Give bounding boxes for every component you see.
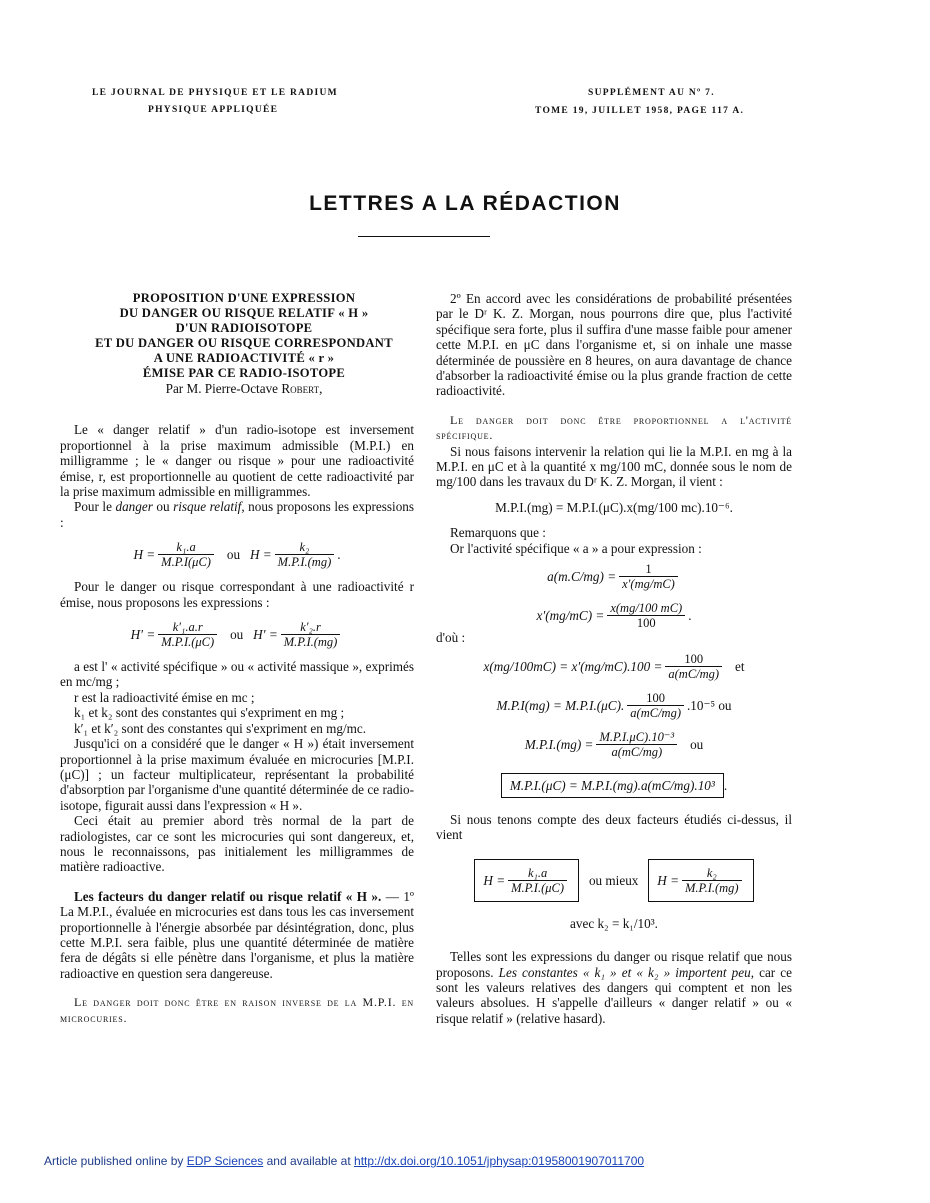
eq-lhs: H′ =: [253, 626, 278, 642]
text-run: , nous proposons les expressions :: [60, 499, 415, 530]
section-heading: Les facteurs du danger relatif ou risque relatif « H ».: [74, 888, 382, 904]
equation-mpi-uc-box: M.P.I.(μC) = M.P.I.(mg).a(mC/mg).10³ .: [436, 773, 792, 798]
fraction-numerator: M.P.I.μC).10⁻³: [599, 729, 675, 744]
left-column: [60, 291, 414, 1026]
fraction: [158, 620, 217, 649]
article-title-line: PROPOSITION D'UNE EXPRESSION: [132, 291, 356, 305]
equation-k2: avec k₂ = k₁/10³.: [570, 915, 658, 931]
eq-lhs: H =: [249, 547, 272, 563]
paragraph: [436, 949, 792, 1026]
fraction: [682, 866, 742, 895]
fraction: [596, 730, 677, 759]
definition-r: r est la radioactivité émise en mc ;: [74, 689, 255, 705]
page-title: LETTRES A LA RÉDACTION: [309, 192, 621, 215]
paragraph: 2º En accord avec les considérations de probabilité présentées par le Dʳ K. Z. Morgan, nous pourrons dire que, plus l'activité spécifique sera forte, plus il suffira d'une masse faible pour amener cette M.P.I. en μC dans l'organisme et, si on inhale une masse déterminée de poussière en 8 heures, on aura davantage de chance d'absorber la radioactivité émise ou la plus grande fraction de cette radioactivité.: [436, 291, 792, 399]
byline-prefix: Par M. Pierre-Octave: [165, 381, 279, 396]
footer-text: Article published online by: [44, 1154, 184, 1168]
article-title: [60, 291, 414, 381]
equation-mpi-mg-3: [436, 730, 792, 759]
eq-lhs: H =: [483, 872, 506, 888]
article-title-line: A UNE RADIOACTIVITÉ « r »: [153, 351, 335, 365]
byline: [60, 381, 414, 396]
equation-mpi-mg: M.P.I.(mg) = M.P.I.(μC).x(mg/100 mc).10⁻⁶.: [495, 499, 733, 515]
section-heading: Le danger doit donc être proportionnel a l'activité spécifique.: [436, 412, 792, 443]
publication-footer: [44, 1154, 644, 1168]
fraction-denominator: M.P.I.(μC): [158, 634, 217, 649]
eq-connector: ou: [226, 547, 241, 563]
eq-end: ou: [690, 736, 704, 752]
fraction-denominator: a(mC/mg): [665, 666, 722, 681]
text-run: risque relatif: [173, 499, 242, 515]
equation-x-prime: [436, 601, 792, 630]
right-column: [436, 291, 792, 1026]
definition-k: k₁ et k₂ sont des constantes qui s'expriment en mg ;: [74, 705, 345, 721]
eq-end: .: [337, 547, 341, 563]
equation-specific-activity: [436, 562, 792, 591]
eq-end: et: [734, 658, 745, 674]
fraction-denominator: 100: [607, 615, 685, 630]
footer-text: and available at: [266, 1154, 351, 1168]
fraction-denominator: a(mC/mg): [596, 744, 677, 759]
fraction-numerator: 100: [646, 690, 666, 705]
definition-k-prime: k′₁ et k′₂ sont des constantes qui s'expriment en mg/mc.: [74, 720, 367, 736]
section-body: — 1º La M.P.I., évaluée en microcuries est dans tous les cas inversement proportionnelle à l'énergie absorbée par désintégration, donc, plus cette M.P.I. sera faible, plus une quantité déterminée de matière fera de dégâts si elle pénètre dans l'organisme, et plus la matière radioactive en question sera dangereuse.: [60, 888, 415, 981]
fraction-denominator: M.P.I(μC): [158, 554, 214, 569]
text-run: , car ce sont les valeurs relatives des dangers qui comptent et non les valeurs absolues. H s'appelle d'ailleurs « danger relatif » ou « risque relatif » (relative hasard).: [436, 964, 793, 1026]
author-surname: Robert,: [281, 381, 323, 396]
eq-lhs: H′ =: [130, 626, 156, 642]
paragraph: Or l'activité spécifique « a » a pour expression :: [450, 540, 702, 556]
text-run: Les constantes « k₁ » et « k₂ » importent peu: [498, 964, 751, 980]
doi-link[interactable]: http://dx.doi.org/10.1051/jphysap:01958001907011700: [354, 1154, 645, 1168]
eq-lhs: H =: [133, 547, 156, 563]
eq-connector: ou: [230, 626, 244, 642]
fraction: [627, 691, 684, 720]
paragraph: Pour le danger ou risque correspondant à une radioactivité r émise, nous proposons les expressions :: [60, 579, 414, 610]
fraction-numerator: k′₂.r: [300, 620, 321, 635]
eq-lhs: x(mg/100mC) = x′(mg/mC).100 =: [483, 658, 663, 674]
paragraph: Le « danger relatif » d'un radio-isotope est inversement proportionnel à la prise maximum admissible (M.P.I.) en milligramme ; le « danger ou risque » pour une radioactivité émise, r, est proportionnelle au quotient de cette radioactivité par la prise maximum admissible en milligrammes.: [60, 422, 414, 500]
boxed-equation: [648, 859, 753, 902]
fraction: [275, 540, 335, 569]
eq-lhs: x′(mg/mC) =: [536, 607, 605, 623]
eq-lhs: M.P.I.(mg) =: [524, 736, 594, 752]
section-heading: Le danger doit donc être en raison inverse de la M.P.I. en microcuries.: [60, 995, 414, 1025]
paragraph: Remarquons que :: [450, 525, 546, 541]
paragraph: [60, 499, 414, 530]
paragraph: Jusqu'ici on a considéré que le danger « H ») était inversement proportionnel à la prise maximum évaluée en microcuries [M.P.I.(μC)] ; un facteur multiplicateur, représentant la probabilité d'absorption par l'organisme d'une quantité déterminée de ce radio-isotope, figurait aussi dans l'expression « H ».: [60, 736, 414, 813]
boxed-equation: M.P.I.(μC) = M.P.I.(mg).a(mC/mg).10³: [501, 773, 724, 798]
article-title-line: DU DANGER OU RISQUE RELATIF « H »: [119, 306, 369, 320]
paragraph: Si nous tenons compte des deux facteurs étudiés ci-dessus, il vient: [436, 811, 792, 843]
journal-name: LE JOURNAL DE PHYSIQUE ET LE RADIUM: [92, 88, 338, 98]
fraction-denominator: M.P.I.(mg): [682, 880, 742, 895]
eq-lhs: M.P.I(mg) = M.P.I.(μC).: [496, 697, 625, 713]
fraction-numerator: k₁.a: [527, 865, 548, 880]
fraction: [158, 540, 214, 569]
eq-end: .: [688, 607, 692, 623]
fraction-numerator: k′₁.a.r: [172, 620, 203, 635]
fraction: [281, 620, 341, 649]
equation-h-prime: [60, 620, 414, 649]
section-paragraph: [60, 889, 414, 981]
title-divider: [358, 236, 490, 237]
fraction: [619, 562, 678, 591]
article-title-line: ET DU DANGER OU RISQUE CORRESPONDANT: [95, 336, 393, 350]
paragraph: Ceci était au premier abord très normal de la part de radiologistes, car ce sont les microcuries qui sont dangereux, et, nous le reconnaissons, pas initialement les milligrammes de matière radioactive.: [60, 813, 414, 875]
fraction-numerator: 100: [684, 651, 704, 666]
fraction-denominator: M.P.I.(mg): [275, 554, 335, 569]
fraction-denominator: M.P.I.(mg): [281, 634, 341, 649]
article-title-line: D'UN RADIOISOTOPE: [175, 321, 313, 335]
fraction: [665, 652, 722, 681]
fraction: [508, 866, 567, 895]
fraction: [607, 601, 685, 630]
journal-section: PHYSIQUE APPLIQUÉE: [148, 105, 279, 115]
publisher-link[interactable]: EDP Sciences: [186, 1154, 264, 1168]
fraction-denominator: x′(mg/mC): [619, 576, 678, 591]
eq-end: .10⁻⁵ ou: [687, 697, 732, 713]
equation-mpi-mg-2: [436, 691, 792, 720]
equation-final: [436, 859, 792, 902]
text-run: Telles sont les expressions du danger ou risque relatif que nous proposons.: [436, 949, 792, 980]
text-run: danger: [115, 499, 153, 515]
eq-lhs: a(m.C/mg) =: [547, 568, 617, 584]
article-title-line: ÉMISE PAR CE RADIO-ISOTOPE: [142, 366, 346, 380]
fraction-numerator: k₁.a: [176, 540, 196, 555]
text-run: ou: [156, 499, 170, 515]
paragraph: Si nous faisons intervenir la relation qui lie la M.P.I. en mg à la M.P.I. en μC et à la quantité x mg/100 mC, donnée sous le nom de mg/100 dans les travaux du Dʳ K. Z. Morgan, il vient :: [436, 443, 792, 490]
paragraph: d'où :: [436, 630, 466, 646]
fraction-numerator: x(mg/100 mC): [610, 601, 683, 616]
equation-h: [60, 540, 414, 569]
text-run: Pour le: [74, 499, 112, 515]
definition-a: a est l' « activité spécifique » ou « activité massique », exprimés en mc/mg ;: [60, 659, 414, 690]
fraction-denominator: a(mC/mg): [627, 705, 684, 720]
fraction-numerator: 1: [645, 562, 652, 577]
fraction-numerator: k₂: [706, 865, 717, 880]
equation-x-100: [436, 652, 792, 681]
eq-connector: ou mieux: [588, 872, 639, 888]
supplement-number: SUPPLÉMENT AU Nº 7.: [588, 88, 715, 98]
eq-lhs: H =: [657, 872, 680, 888]
issue-info: TOME 19, JUILLET 1958, PAGE 117 A.: [535, 106, 745, 116]
boxed-equation: [474, 859, 579, 902]
fraction-denominator: M.P.I.(μC): [508, 880, 567, 895]
fraction-numerator: k₂: [299, 540, 310, 555]
